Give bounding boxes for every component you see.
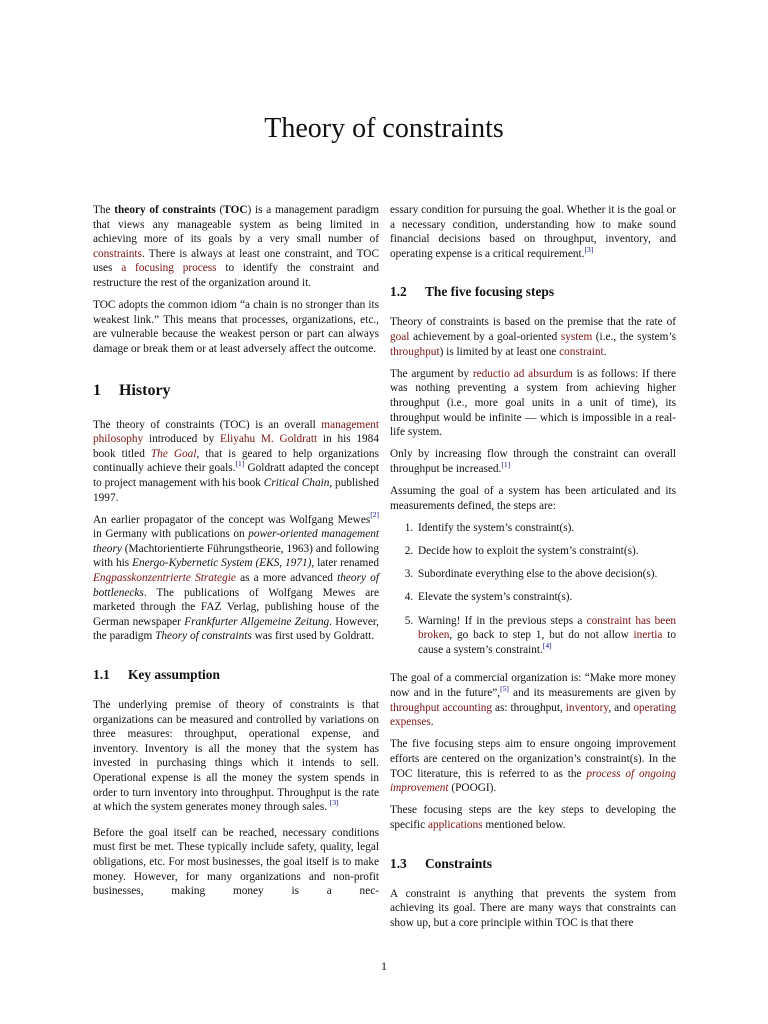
link-system[interactable]: system xyxy=(560,330,593,343)
text: The argument by xyxy=(390,367,473,380)
text: , later renamed xyxy=(311,557,379,570)
subsection-title: Constraints xyxy=(425,855,492,871)
key-assumption-paragraph-1 xyxy=(93,698,379,815)
list-item: 2. Decide how to exploit the system’s constraint(s). xyxy=(416,544,676,559)
bold-term: TOC xyxy=(223,204,248,216)
text: . There is always at least one constraint, and TOC uses xyxy=(93,247,379,275)
link-constraint[interactable]: constraint xyxy=(559,345,604,358)
subsection-heading-five-steps xyxy=(390,283,676,301)
subsection-heading-constraints xyxy=(390,855,676,873)
reference-link[interactable]: [2] xyxy=(370,510,379,520)
italic-term: Theory of constraints xyxy=(155,630,252,643)
text: ) is a management paradigm that views any manageable system as being limited in achieving more of its goals by a very small number of xyxy=(93,204,380,246)
reference-link[interactable]: [4] xyxy=(542,640,552,650)
italic-term: Energo-Kybernetic System (EKS, 1971) xyxy=(132,557,312,570)
link-goal[interactable]: goal xyxy=(390,330,410,343)
link-reductio-ad-absurdum[interactable]: reductio ad absurdum xyxy=(472,367,573,380)
list-item: 3. Subordinate everything else to the above decision(s). xyxy=(416,567,676,582)
text: The underlying premise of theory of constraints is that organizations can be measured and controlled by variations on three measures: throughput, operational expense, and inventory. Inventory is all the money that the system has invested in purchasing things which it intends to sell. Operational expense is all the money the system spends in order to turn inventory into throughput. Throughput is the rate at which the system generates money through sales. xyxy=(93,699,379,814)
subsection-number: 1.2 xyxy=(390,284,407,300)
text: to identify the constraint and restructure the rest of the organization around it. xyxy=(93,262,380,289)
text: achievement by a goal-oriented xyxy=(409,330,561,343)
list-item: 1. Identify the system’s constraint(s). xyxy=(416,521,676,536)
reference-link[interactable]: [1] xyxy=(501,459,511,469)
text: and its measurements are given by xyxy=(508,687,676,699)
text: . However, the paradigm xyxy=(93,615,379,643)
text: Goldratt adapted the concept to project management with his book xyxy=(93,462,379,489)
reference-marker xyxy=(370,510,379,519)
section-heading-history xyxy=(93,381,379,401)
text: in his 1984 book titled xyxy=(93,433,379,460)
text: (Machtorientierte Führungstheorie, 1963) and following with his xyxy=(93,542,379,570)
reference-link[interactable]: [3] xyxy=(329,797,339,807)
italic-term: theory of bottlenecks xyxy=(93,572,379,599)
link-management-philosophy[interactable]: management philosophy xyxy=(93,418,379,446)
page-title: Theory of constraints xyxy=(264,113,504,144)
text: The goal of a commercial organization is: “Make more money now and in the future”, xyxy=(390,672,676,699)
five-steps-paragraph-6 xyxy=(390,737,676,795)
subsection-heading-key-assumption xyxy=(93,666,379,684)
reference-marker xyxy=(584,245,593,254)
constraints-paragraph-1: A constraint is anything that prevents the system from achieving its goal. There are many ways that constraints can show up, but a core principle within TOC is that there xyxy=(390,887,676,929)
link-throughput-accounting[interactable]: throughput accounting xyxy=(390,701,493,714)
link-inventory[interactable]: inventory xyxy=(565,701,609,714)
focusing-steps-list xyxy=(390,521,676,658)
text: An earlier propagator of the concept was Wolfgang Mewes xyxy=(93,513,371,526)
text: These focusing steps are the key steps to developing the specific xyxy=(390,804,676,831)
text: , and xyxy=(608,701,634,714)
subsection-title: Key assumption xyxy=(128,667,220,683)
text: . xyxy=(430,716,434,729)
text: , published 1997. xyxy=(93,476,379,504)
key-assumption-paragraph-2-end xyxy=(390,203,676,261)
text: Warning! If in the previous steps a xyxy=(418,614,587,627)
history-paragraph-2 xyxy=(93,510,380,644)
list-item xyxy=(416,614,676,658)
section-number: 1 xyxy=(93,381,101,399)
intro-paragraph-1 xyxy=(93,203,379,291)
link-constraints[interactable]: constraints xyxy=(93,247,142,260)
five-steps-paragraph-4: Assuming the goal of a system has been articulated and its measurements defined, the steps are: xyxy=(390,485,676,512)
five-steps-paragraph-1 xyxy=(390,315,676,359)
text: , go back to step 1, but do not allow xyxy=(449,629,634,642)
link-goldratt[interactable]: Eliyahu M. Goldratt xyxy=(220,433,318,446)
reference-marker xyxy=(235,459,244,468)
link-constraint-has-been-broken[interactable]: constraint has been broken xyxy=(418,614,676,642)
right-column xyxy=(390,203,676,938)
text: The xyxy=(93,204,115,216)
intro-paragraph-2: TOC adopts the common idiom “a chain is no stronger than its weakest link.” This means that processes, organizations, etc., are vulnerable because the weakest person or part can always damage or break them or at least adversely affect the outcome. xyxy=(93,299,379,355)
text: ( xyxy=(215,204,224,216)
link-throughput[interactable]: throughput xyxy=(390,345,440,358)
text: is as follows: If there was nothing preventing a system from achieving higher throughput (i.e., more goal units in a unit of time), its throughput would be infinite — which is impossible in a real-life system. xyxy=(390,367,676,439)
text: as: throughput, xyxy=(492,701,566,714)
reference-marker xyxy=(543,641,552,650)
link-operating-expenses[interactable]: operating expenses xyxy=(390,701,676,729)
text: (i.e., the system’s xyxy=(592,330,676,343)
text: to cause a system’s constraint. xyxy=(418,629,676,656)
text: . The publications of Wolfgang Mewes are marketed through the FAZ Verlag, publishing house of the German newspaper xyxy=(93,586,379,628)
italic-term: Frankfurter Allgemeine Zeitung xyxy=(184,615,330,628)
history-paragraph-1 xyxy=(93,418,379,506)
text: in Germany with publications on xyxy=(93,528,249,541)
link-inertia[interactable]: inertia xyxy=(633,629,663,642)
italic-term: power-oriented management theory xyxy=(93,528,380,555)
reference-marker xyxy=(500,684,509,693)
link-engpass-strategie[interactable]: Engpasskonzentrierte Strategie xyxy=(93,572,236,585)
reference-marker xyxy=(330,798,339,807)
link-the-goal[interactable]: The Goal xyxy=(150,447,197,460)
text: mentioned below. xyxy=(482,818,566,831)
text: The theory of constraints (TOC) is an overall xyxy=(93,418,322,431)
text: (POOGI). xyxy=(448,782,497,795)
text: was first used by Goldratt. xyxy=(251,630,375,643)
reference-marker xyxy=(501,460,510,469)
text: Theory of constraints is based on the premise that the rate of xyxy=(390,316,676,329)
five-steps-paragraph-2 xyxy=(390,367,676,440)
five-steps-paragraph-5 xyxy=(390,671,676,729)
subsection-title: The five focusing steps xyxy=(425,284,555,300)
text: essary condition for pursuing the goal. Whether it is the goal or a necessary condition, understanding how to make sound financial decisions based on throughput, inventory, and operating expense is a critical requirement. xyxy=(390,204,676,260)
text: ) is limited by at least one xyxy=(439,345,560,358)
subsection-number: 1.1 xyxy=(93,667,110,683)
bold-term: theory of constraints xyxy=(114,204,216,216)
link-applications[interactable]: applications xyxy=(427,818,483,831)
text: , that is geared to help organizations continually achieve their goals. xyxy=(93,447,379,475)
text: . xyxy=(603,345,607,358)
reference-link[interactable]: [5] xyxy=(500,683,509,693)
text: introduced by xyxy=(143,433,221,446)
section-title: History xyxy=(119,381,171,399)
text: The five focusing steps aim to ensure ongoing improvement efforts are centered on the organization’s constraint(s). In the TOC literature, this is referred to as the xyxy=(390,738,676,780)
subsection-number: 1.3 xyxy=(390,855,407,871)
link-focusing-process[interactable]: a focusing process xyxy=(121,262,217,275)
five-steps-paragraph-3 xyxy=(390,447,676,476)
left-column xyxy=(93,203,379,899)
italic-title: Critical Chain xyxy=(263,476,330,489)
text: as a more advanced xyxy=(235,572,338,585)
text: Only by increasing flow through the constraint can overall throughput be increased. xyxy=(390,448,676,475)
key-assumption-paragraph-2-start: Before the goal itself can be reached, necessary conditions must first be met. These typically include safety, quality, legal obligations, etc. For most businesses, the goal itself is to make money. However, for many organizations and non-profit businesses, making money is a nec- xyxy=(93,826,379,898)
link-process-of-ongoing-improvement[interactable]: process of ongoing improvement xyxy=(390,767,677,795)
list-item: 4. Elevate the system’s constraint(s). xyxy=(416,590,676,605)
page-number: 1 xyxy=(381,959,387,973)
five-steps-paragraph-7 xyxy=(390,803,676,832)
reference-link[interactable]: [3] xyxy=(584,244,594,254)
reference-link[interactable]: [1] xyxy=(235,459,245,469)
